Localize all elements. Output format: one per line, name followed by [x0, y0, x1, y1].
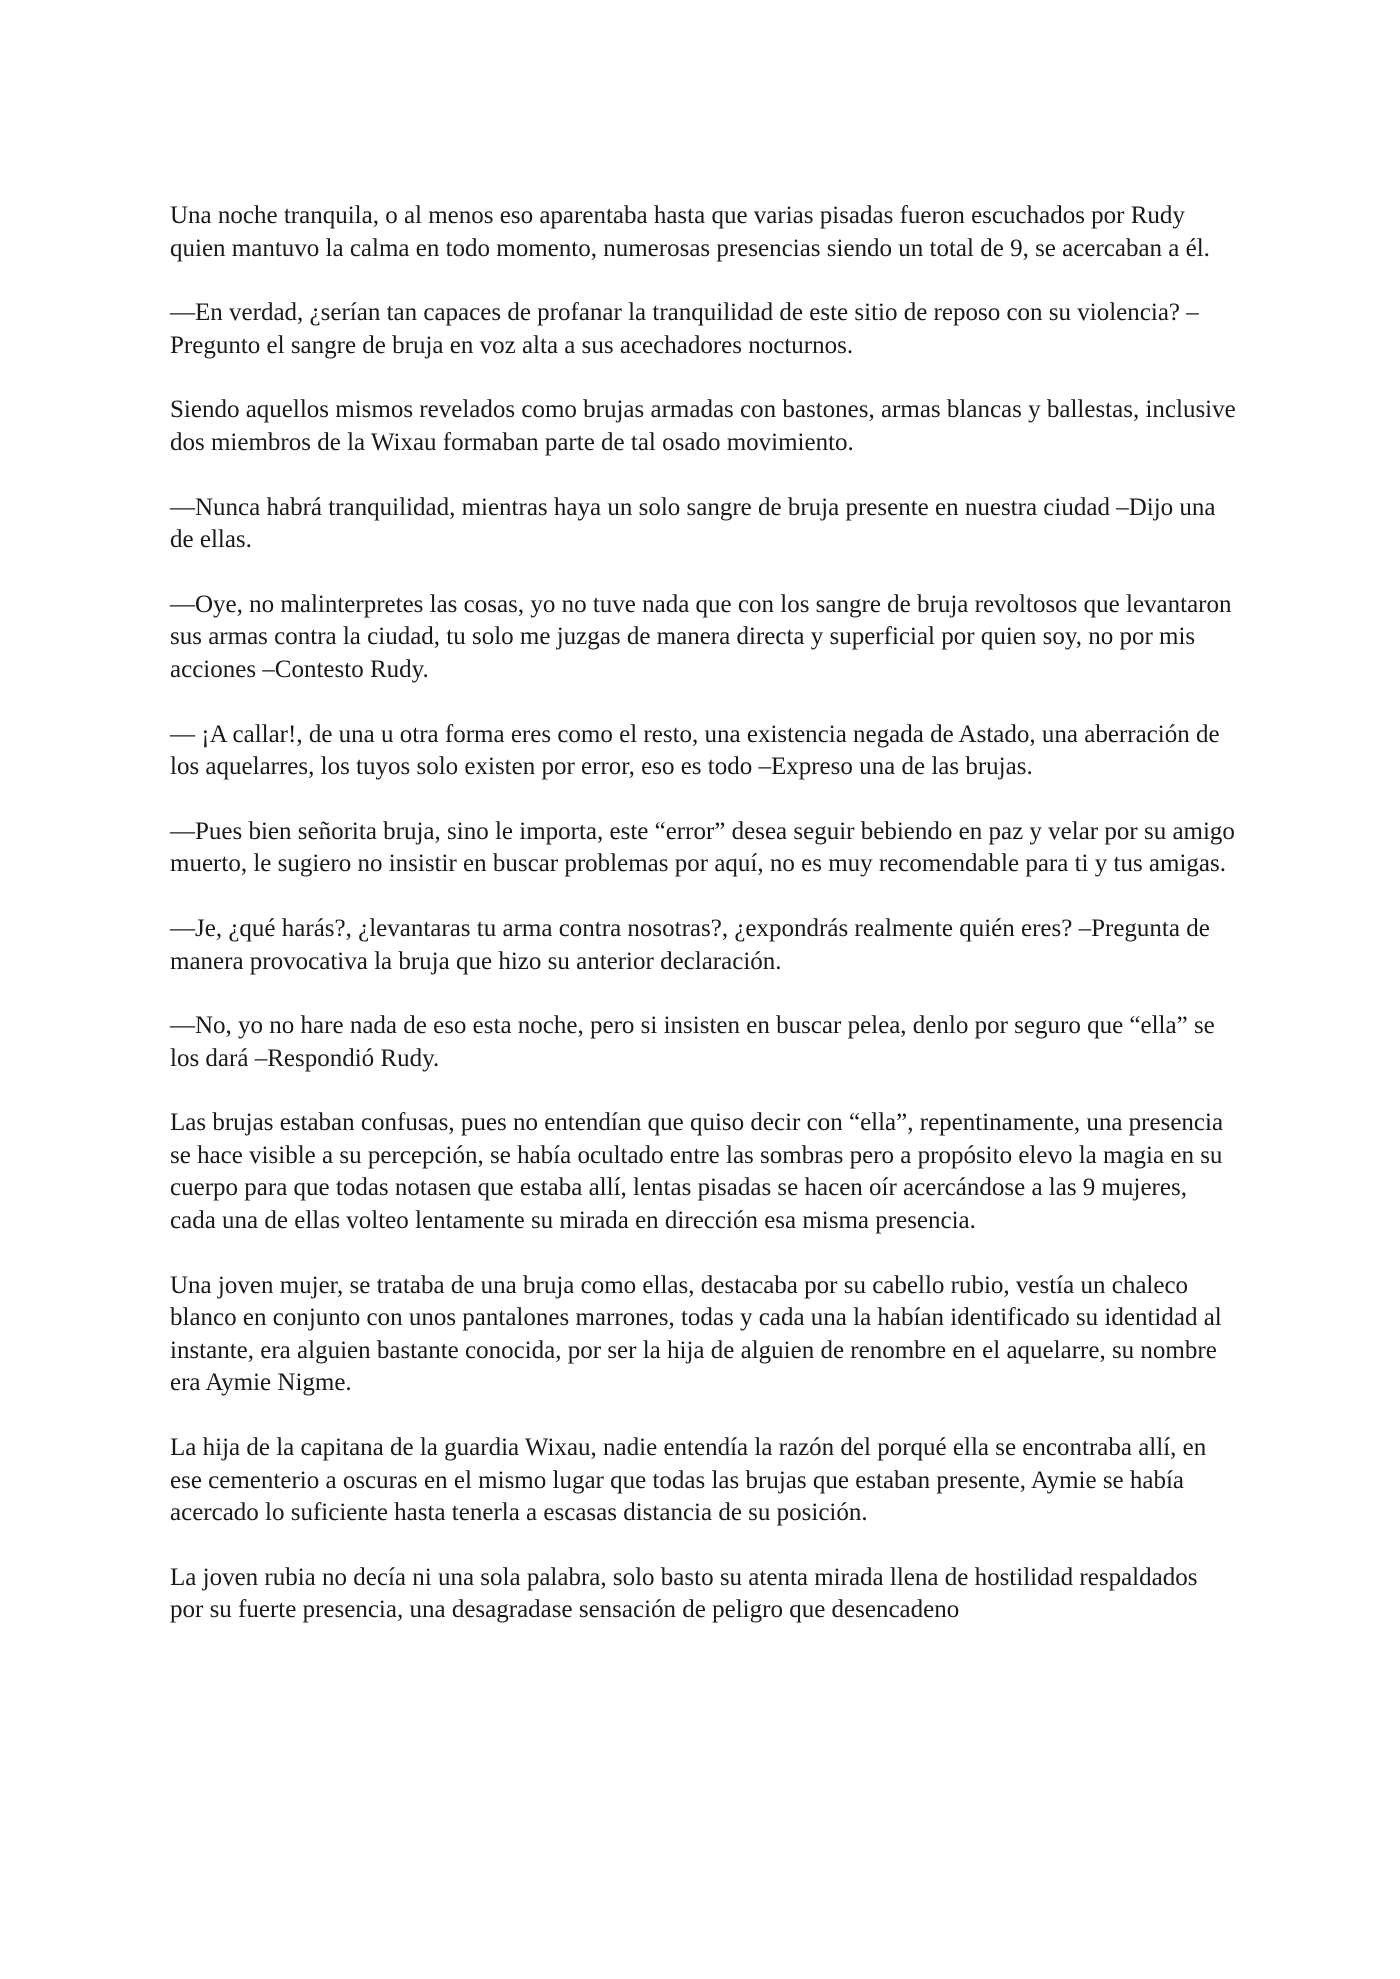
paragraph-2: —En verdad, ¿serían tan capaces de profanar la tranquilidad de este sitio de reposo con su violencia? –Pregunto el sangre de bruja en voz alta a sus acechadores nocturnos.: [170, 299, 1199, 359]
paragraph-3: Siendo aquellos mismos revelados como brujas armadas con bastones, armas blancas y ballestas, inclusive dos miembros de la Wixau formaban parte de tal osado movimiento.: [170, 396, 1236, 456]
paragraph-9: —No, yo no hare nada de eso esta noche, pero si insisten en buscar pelea, denlo por seguro que “ella” se los dará –Respondió Rudy.: [170, 1012, 1215, 1072]
document-body: [170, 200, 1236, 1659]
paragraph-11: Una joven mujer, se trataba de una bruja como ellas, destacaba por su cabello rubio, vestía un chaleco blanco en conjunto con unos pantalones marrones, todas y cada una la habían identificado su identidad al instante, era alguien bastante conocida, por ser la hija de alguien de renombre en el aquelarre, su nombre era Aymie Nigme.: [170, 1271, 1222, 1397]
paragraph-5: —Oye, no malinterpretes las cosas, yo no tuve nada que con los sangre de bruja revoltosos que levantaron sus armas contra la ciudad, tu solo me juzgas de manera directa y superficial por quien soy, no por mis acciones –Contesto Rudy.: [170, 590, 1232, 683]
paragraph-6: — ¡A callar!, de una u otra forma eres como el resto, una existencia negada de Astado, una aberración de los aquelarres, los tuyos solo existen por error, eso es todo –Expreso una de las brujas.: [170, 720, 1220, 781]
paragraph-8: —Je, ¿qué harás?, ¿levantaras tu arma contra nosotras?, ¿expondrás realmente quién eres? –Pregunta de manera provocativa la bruja que hizo su anterior declaración.: [170, 914, 1210, 975]
paragraph-10: Las brujas estaban confusas, pues no entendían que quiso decir con “ella”, repentinamente, una presencia se hace visible a su percepción, se había ocultado entre las sombras pero a propósito elevo la magia en su cuerpo para que todas notasen que estaba allí, lentas pisadas se hacen oír acercándose a las 9 mujeres, cada una de ellas volteo lentamente su mirada en dirección esa misma presencia.: [170, 1109, 1224, 1235]
paragraph-13: La joven rubia no decía ni una sola palabra, solo basto su atenta mirada llena de hostilidad respaldados por su fuerte presencia, una desagradase sensación de peligro que desencadeno: [170, 1563, 1198, 1624]
paragraph-4: —Nunca habrá tranquilidad, mientras haya un solo sangre de bruja presente en nuestra ciudad –Dijo una de ellas.: [170, 493, 1216, 554]
paragraph-12: La hija de la capitana de la guardia Wixau, nadie entendía la razón del porqué ella se encontraba allí, en ese cementerio a oscuras en el mismo lugar que todas las brujas que estaban presente, Aymie se había acercado lo suficiente hasta tenerla a escasas distancia de su posición.: [170, 1434, 1207, 1527]
paragraph-1: Una noche tranquila, o al menos eso aparentaba hasta que varias pisadas fueron escuchados por Rudy quien mantuvo la calma en todo momento, numerosas presencias siendo un total de 9, se acercaban a él.: [170, 202, 1210, 262]
paragraph-7: —Pues bien señorita bruja, sino le importa, este “error” desea seguir bebiendo en paz y velar por su amigo muerto, le sugiero no insistir en buscar problemas por aquí, no es muy recomendable para ti y tus amigas.: [170, 817, 1235, 878]
